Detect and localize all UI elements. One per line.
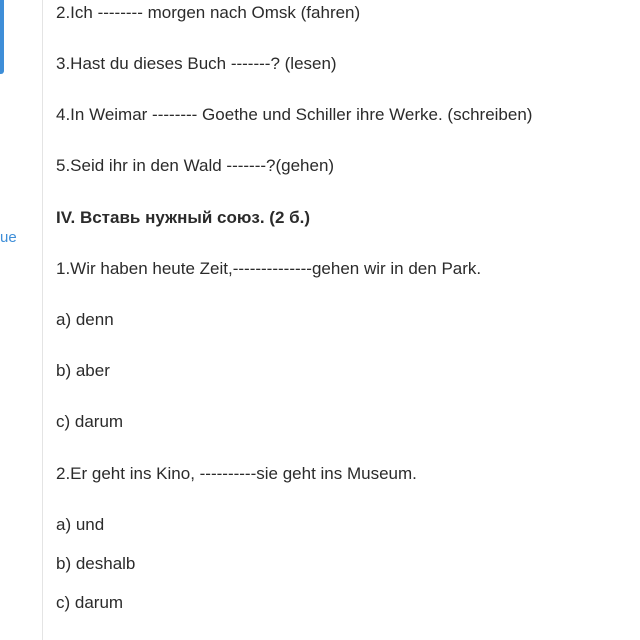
- q2-option-a: a) und: [56, 515, 105, 534]
- sidebar-link[interactable]: ue: [0, 229, 17, 246]
- panel-divider: [42, 0, 43, 640]
- q2-option-b: b) deshalb: [56, 554, 136, 573]
- q1-option-c: c) darum: [56, 412, 124, 431]
- question-1: 1.Wir haben heute Zeit,--------------gehen wir in den Park.: [56, 259, 482, 278]
- q2-option-c: c) darum: [56, 593, 124, 612]
- left-panel: [0, 0, 42, 640]
- task-item-3: 3.Hast du dieses Buch -------? (lesen): [56, 54, 337, 73]
- task-item-2: 2.Ich -------- morgen nach Omsk (fahren): [56, 3, 361, 22]
- section-heading: IV. Вставь нужный союз. (2 б.): [56, 208, 311, 227]
- q1-option-b: b) aber: [56, 361, 110, 380]
- active-indicator: [0, 0, 4, 74]
- task-item-4: 4.In Weimar -------- Goethe und Schiller ihre Werke. (schreiben): [56, 105, 533, 124]
- task-item-5: 5.Seid ihr in den Wald -------?(gehen): [56, 156, 335, 175]
- question-2: 2.Er geht ins Kino, ----------sie geht ins Museum.: [56, 464, 417, 483]
- q1-option-a: a) denn: [56, 310, 114, 329]
